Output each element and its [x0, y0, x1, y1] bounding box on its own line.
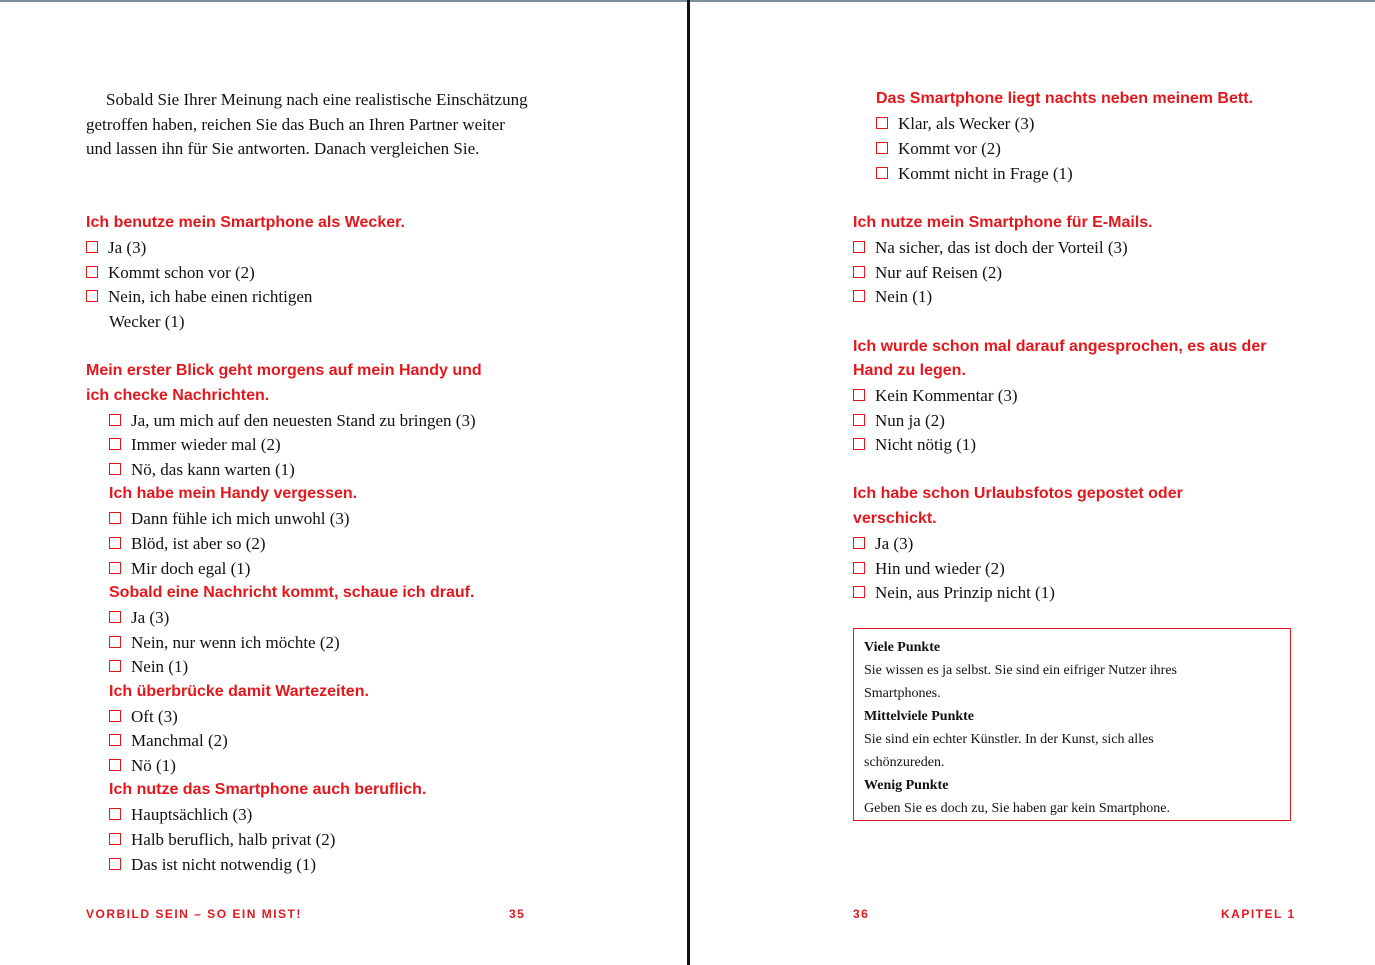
checkbox-icon[interactable] — [853, 241, 865, 253]
checkbox-icon[interactable] — [853, 586, 865, 598]
result-heading-few: Wenig Punkte — [864, 778, 949, 793]
checkbox-icon[interactable] — [109, 759, 121, 771]
checkbox-icon[interactable] — [853, 414, 865, 426]
checkbox-option[interactable]: Nein, aus Prinzip nicht (1) — [853, 581, 1055, 606]
running-footer-title: VORBILD SEIN – SO EIN MIST! — [86, 907, 302, 921]
checkbox-icon[interactable] — [109, 710, 121, 722]
checkbox-option[interactable]: Kommt vor (2) — [876, 137, 1001, 162]
checkbox-icon[interactable] — [86, 266, 98, 278]
checkbox-icon[interactable] — [86, 290, 98, 302]
checkbox-icon[interactable] — [109, 537, 121, 549]
option-continuation: Wecker (1) — [109, 312, 185, 331]
question-vacation-photos-line2: verschickt. — [853, 510, 937, 527]
question-phone-in-bed: Das Smartphone liegt nachts neben meinem Bett. — [876, 90, 1253, 107]
checkbox-option[interactable]: Nur auf Reisen (2) — [853, 261, 1002, 286]
result-text-many: Sie wissen es ja selbst. Sie sind ein eifriger Nutzer ihres — [864, 663, 1177, 678]
question-alarm: Ich benutze mein Smartphone als Wecker. — [86, 214, 405, 231]
checkbox-icon[interactable] — [109, 858, 121, 870]
checkbox-icon[interactable] — [876, 167, 888, 179]
result-text-many-line2: Smartphones. — [864, 686, 941, 701]
result-text-mid: Sie sind ein echter Künstler. In der Kunst, sich alles — [864, 732, 1154, 747]
checkbox-option[interactable]: Das ist nicht notwendig (1) — [109, 853, 316, 878]
checkbox-option[interactable]: Kein Kommentar (3) — [853, 384, 1018, 409]
question-message-check: Sobald eine Nachricht kommt, schaue ich drauf. — [109, 584, 475, 601]
question-first-look: Mein erster Blick geht morgens auf mein Handy und — [86, 362, 482, 379]
question-emails: Ich nutze mein Smartphone für E-Mails. — [853, 214, 1153, 231]
checkbox-icon[interactable] — [876, 117, 888, 129]
checkbox-icon[interactable] — [109, 636, 121, 648]
checkbox-icon[interactable] — [109, 414, 121, 426]
checkbox-icon[interactable] — [853, 290, 865, 302]
checkbox-option[interactable]: Halb beruflich, halb privat (2) — [109, 828, 335, 853]
question-first-look-line2: ich checke Nachrichten. — [86, 387, 270, 404]
checkbox-icon[interactable] — [109, 611, 121, 623]
checkbox-icon[interactable] — [109, 734, 121, 746]
checkbox-option[interactable]: Nicht nötig (1) — [853, 433, 976, 458]
checkbox-option[interactable]: Nö, das kann warten (1) — [109, 458, 295, 483]
checkbox-icon[interactable] — [853, 438, 865, 450]
checkbox-option[interactable]: Nein (1) — [109, 655, 188, 680]
checkbox-option[interactable]: Nein, nur wenn ich möchte (2) — [109, 631, 340, 656]
checkbox-option[interactable]: Dann fühle ich mich unwohl (3) — [109, 507, 350, 532]
checkbox-icon[interactable] — [109, 463, 121, 475]
checkbox-icon[interactable] — [109, 660, 121, 672]
checkbox-icon[interactable] — [109, 438, 121, 450]
checkbox-icon[interactable] — [853, 537, 865, 549]
result-text-mid-line2: schönzureden. — [864, 755, 945, 770]
question-work-use: Ich nutze das Smartphone auch beruflich. — [109, 781, 427, 798]
checkbox-option[interactable]: Na sicher, das ist doch der Vorteil (3) — [853, 236, 1128, 261]
checkbox-icon[interactable] — [109, 562, 121, 574]
checkbox-option[interactable]: Immer wieder mal (2) — [109, 433, 281, 458]
checkbox-option[interactable]: Ja (3) — [86, 236, 146, 261]
checkbox-option[interactable]: Nein, ich habe einen richtigen — [86, 285, 312, 310]
checkbox-option[interactable]: Ja (3) — [853, 532, 913, 557]
checkbox-icon[interactable] — [876, 142, 888, 154]
checkbox-icon[interactable] — [109, 512, 121, 524]
result-text-few: Geben Sie es doch zu, Sie haben gar kein Smartphone. — [864, 801, 1170, 816]
question-vacation-photos: Ich habe schon Urlaubsfotos gepostet oder — [853, 485, 1183, 502]
left-page — [0, 0, 687, 965]
checkbox-option[interactable]: Hin und wieder (2) — [853, 557, 1005, 582]
checkbox-option[interactable]: Manchmal (2) — [109, 729, 228, 754]
checkbox-icon[interactable] — [86, 241, 98, 253]
checkbox-option[interactable]: Kommt nicht in Frage (1) — [876, 162, 1073, 187]
checkbox-icon[interactable] — [109, 808, 121, 820]
running-footer-chapter: KAPITEL 1 — [1221, 907, 1296, 921]
checkbox-option[interactable]: Ja (3) — [109, 606, 169, 631]
checkbox-option[interactable]: Blöd, ist aber so (2) — [109, 532, 266, 557]
checkbox-option[interactable]: Nö (1) — [109, 754, 176, 779]
page-number: 36 — [853, 907, 870, 921]
checkbox-option[interactable]: Oft (3) — [109, 705, 178, 730]
checkbox-option[interactable]: Hauptsächlich (3) — [109, 803, 252, 828]
page-number: 35 — [509, 907, 526, 921]
checkbox-option[interactable]: Nein (1) — [853, 285, 932, 310]
results-box — [853, 628, 1291, 821]
result-heading-mid: Mittelviele Punkte — [864, 709, 975, 724]
checkbox-option[interactable]: Mir doch egal (1) — [109, 557, 250, 582]
intro-paragraph: Sobald Sie Ihrer Meinung nach eine realistische Einschätzung getroffen haben, reichen Sie das Buch an Ihren Partner weiter und lassen ihn für Sie antworten. Danach vergleichen Sie. — [86, 90, 528, 159]
question-waiting: Ich überbrücke damit Wartezeiten. — [109, 683, 369, 700]
checkbox-option[interactable]: Kommt schon vor (2) — [86, 261, 255, 286]
checkbox-icon[interactable] — [853, 562, 865, 574]
checkbox-option[interactable]: Nun ja (2) — [853, 409, 945, 434]
book-spine — [687, 0, 690, 965]
question-forgot-phone: Ich habe mein Handy vergessen. — [109, 485, 358, 502]
checkbox-icon[interactable] — [853, 266, 865, 278]
checkbox-option[interactable]: Klar, als Wecker (3) — [876, 112, 1034, 137]
question-put-down-line2: Hand zu legen. — [853, 362, 966, 379]
checkbox-icon[interactable] — [109, 833, 121, 845]
question-put-down: Ich wurde schon mal darauf angesprochen, es aus der — [853, 338, 1267, 355]
checkbox-option[interactable]: Ja, um mich auf den neuesten Stand zu bringen (3) — [109, 409, 476, 434]
result-heading-many: Viele Punkte — [864, 640, 941, 655]
checkbox-icon[interactable] — [853, 389, 865, 401]
